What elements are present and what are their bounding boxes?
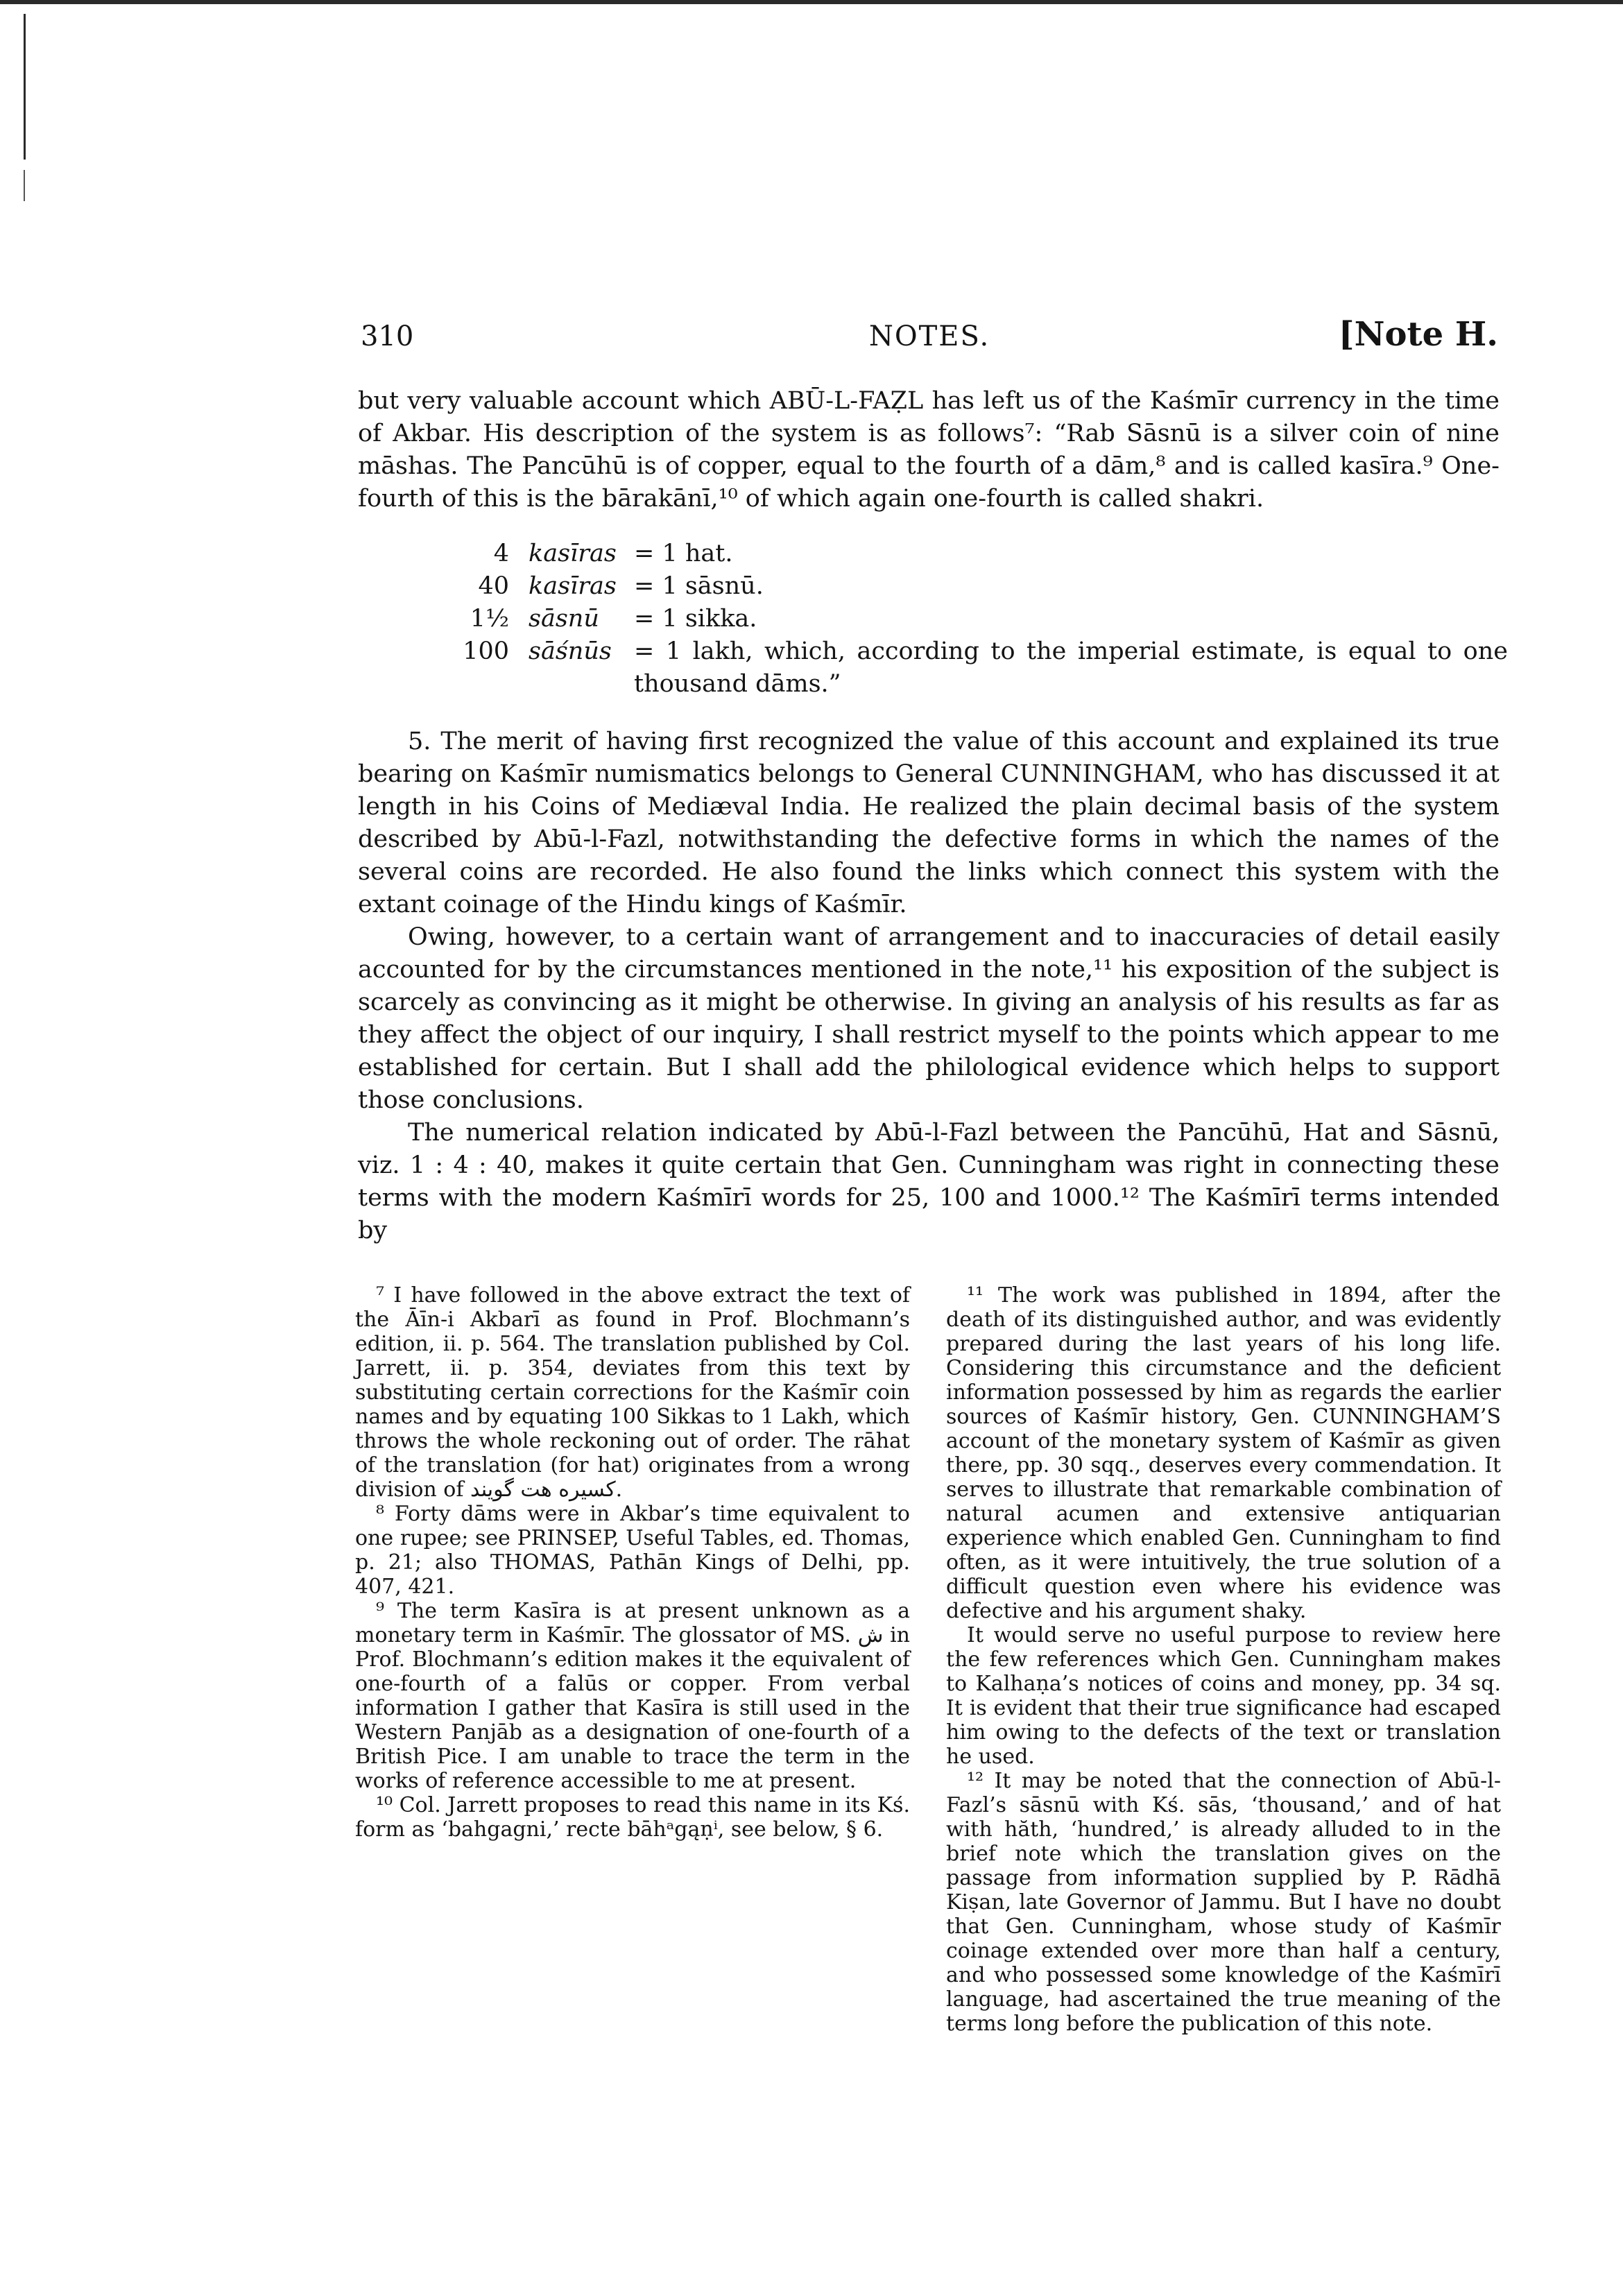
scan-margin-line	[24, 14, 26, 160]
table-number: 4	[493, 540, 509, 567]
table-number: 1½	[470, 605, 509, 633]
table-number: 100	[463, 637, 509, 665]
paragraph-opening: but very valuable account which ABŪ-L-FAẒL has left us of the Kaśmīr currency in the time of Akbar. His description of the system is as follows⁷: “Rab Sāsnū is a silver coin of nine māshas. The Pancūhū is of copper, equal to the fourth of a dām,⁸ and is called kasīra.⁹ One-fourth of this is the bārakānī,¹⁰ of which again one-fourth is called shakri.	[358, 387, 1500, 513]
table-term: sāsnū	[529, 605, 599, 633]
footnotes-right-column	[946, 1283, 1501, 2036]
table-equivalent: = 1 sikka.	[634, 605, 757, 633]
currency-table	[462, 538, 1508, 701]
table-row	[462, 603, 1500, 635]
table-row	[462, 538, 1500, 570]
footnotes-left-column	[355, 1283, 910, 1842]
paragraph-section-5: 5. The merit of having first recognized the value of this account and explained its true bearing on Kaśmīr numismatics belongs to General CUNNINGHAM, who has discussed it at length in his Coins of Mediæval India. He realized the plain decimal basis of the system described by Abū-l-Fazl, notwithstanding the defective forms in which the names of the several coins are recorded. He also found the links which connect this system with the extant coinage of the Hindu kings of Kaśmīr.	[358, 728, 1500, 918]
table-equivalent: = 1 lakh, which, according to the imperial estimate, is equal to one thousand dāms.”	[634, 637, 1508, 698]
paragraph-owing: Owing, however, to a certain want of arrangement and to inaccuracies of detail easily accounted for by the circumstances mentioned in the note,¹¹ his exposition of the subject is scarcely as convincing as it might be otherwise. In giving an analysis of his results as far as they affect the object of our inquiry, I shall restrict myself to the points which appear to me established for certain. But I shall add the philological evidence which helps to support those conclusions.	[358, 923, 1500, 1114]
footnote-10: ¹⁰ Col. Jarrett proposes to read this name in its Kś. form as ‘bahgagni,’ recte bāhᵃgąṇⁱ, see below, § 6.	[355, 1793, 910, 1842]
note-label: [Note H.	[1338, 315, 1498, 354]
table-number: 40	[478, 572, 509, 600]
table-term: kasīras	[529, 572, 617, 600]
running-head	[361, 315, 1498, 362]
table-term: kasīras	[529, 540, 617, 567]
table-row	[462, 635, 1508, 701]
scan-margin-tick	[24, 170, 25, 201]
main-text	[358, 385, 1508, 1247]
table-term: sāśnūs	[529, 637, 612, 665]
running-title: NOTES.	[868, 320, 990, 352]
table-equivalent: = 1 hat.	[634, 540, 733, 567]
table-row	[462, 570, 1500, 603]
scan-top-border	[0, 0, 1623, 4]
footnote-11: ¹¹ The work was published in 1894, after the death of its distinguished author, and was evidently prepared during the last years of his long life. Considering this circumstance and the deficient information possessed by him as regards the earlier sources of Kaśmīr history, Gen. CUNNINGHAM’S account of the monetary system of Kaśmīr as given there, pp. 30 sqq., deserves every commendation. It serves to illustrate that remarkable combination of natural acumen and extensive antiquarian experience which enabled Gen. Cunningham to find often, as it were intuitively, the true solution of a difficult question even where his evidence was defective and his argument shaky.	[946, 1283, 1501, 1623]
footnote-8: ⁸ Forty dāms were in Akbar’s time equivalent to one rupee; see PRINSEP, Useful Tables, ed. Thomas, p. 21; also THOMAS, Pathān Kings of Delhi, pp. 407, 421.	[355, 1502, 910, 1599]
footnote-11-continued: It would serve no useful purpose to review here the few references which Gen. Cunningham makes to Kalhaṇa’s notices of coins and money, pp. 34 sq. It is evident that their true significance had escaped him owing to the defects of the text or translation he used.	[946, 1623, 1501, 1769]
paragraph-numerical-relation: The numerical relation indicated by Abū-l-Fazl between the Pancūhū, Hat and Sāsnū, viz. 1 : 4 : 40, makes it quite certain that Gen. Cunningham was right in connecting these terms with the modern Kaśmīrī words for 25, 100 and 1000.¹² The Kaśmīrī terms intended by	[358, 1119, 1500, 1244]
table-equivalent: = 1 sāsnū.	[634, 572, 764, 600]
footnote-9: ⁹ The term Kasīra is at present unknown as a monetary term in Kaśmīr. The glossator of MS. ش in Prof. Blochmann’s edition makes it the equivalent of one-fourth of a falūs or copper. From verbal information I gather that Kasīra is still used in the Western Panjāb as a designation of one-fourth of a British Pice. I am unable to trace the term in the works of reference accessible to me at present.	[355, 1599, 911, 1793]
footnote-12: ¹² It may be noted that the connection of Abū-l-Fazl’s sāsnū with Kś. sās, ‘thousand,’ and of hat with hăth, ‘hundred,’ is already alluded to in the brief note which the translation gives on the passage from information supplied by P. Rādhā Kiṣan, late Governor of Jammu. But I have no doubt that Gen. Cunningham, whose study of Kaśmīr coinage extended over more than half a century, and who possessed some knowledge of the Kaśmīrī language, had ascertained the true meaning of the terms long before the publication of this note.	[946, 1769, 1501, 2036]
page-number: 310	[361, 320, 414, 352]
footnote-7: ⁷ I have followed in the above extract the text of the Āīn-i Akbarī as found in Prof. Blochmann’s edition, ii. p. 564. The translation published by Col. Jarrett, ii. p. 354, deviates from this text by substituting certain corrections for the Kaśmīr coin names and by equating 100 Sikkas to 1 Lakh, which throws the whole reckoning out of order. The rāhat of the translation (for hat) originates from a wrong division of کسیره هت گویند.	[355, 1283, 910, 1502]
